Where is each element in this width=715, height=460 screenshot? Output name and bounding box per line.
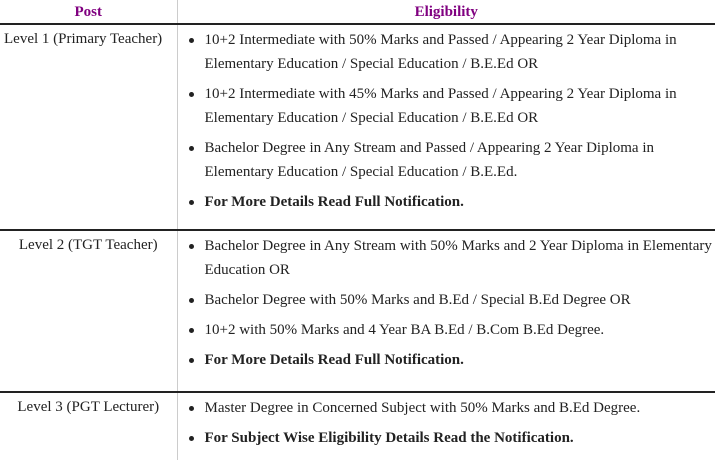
post-cell: Level 3 (PGT Lecturer) (0, 392, 177, 460)
table-header-row (0, 0, 715, 24)
eligibility-cell (177, 230, 715, 392)
header-post: Post (0, 0, 177, 24)
header-eligibility: Eligibility (177, 0, 715, 24)
table-row (0, 230, 715, 392)
list-item: Master Degree in Concerned Subject with 50% Marks and B.Ed Degree. (205, 396, 715, 420)
list-item: 10+2 with 50% Marks and 4 Year BA B.Ed / B.Com B.Ed Degree. (205, 318, 715, 342)
post-cell: Level 2 (TGT Teacher) (0, 230, 177, 392)
post-cell: Level 1 (Primary Teacher) (0, 24, 177, 230)
list-item: Bachelor Degree with 50% Marks and B.Ed / Special B.Ed Degree OR (205, 288, 715, 312)
table-row (0, 24, 715, 230)
list-item-note: For More Details Read Full Notification. (205, 190, 715, 214)
eligibility-list (178, 396, 715, 450)
eligibility-cell (177, 392, 715, 460)
list-item: Bachelor Degree in Any Stream and Passed / Appearing 2 Year Diploma in Elementary Education / Special Education / B.E.Ed. (205, 136, 715, 184)
list-item-note: For Subject Wise Eligibility Details Read the Notification. (205, 426, 715, 450)
list-item: 10+2 Intermediate with 45% Marks and Passed / Appearing 2 Year Diploma in Elementary Education / Special Education / B.E.Ed OR (205, 82, 715, 130)
eligibility-list (178, 28, 715, 214)
list-item: 10+2 Intermediate with 50% Marks and Passed / Appearing 2 Year Diploma in Elementary Education / Special Education / B.E.Ed OR (205, 28, 715, 76)
eligibility-list (178, 234, 715, 372)
eligibility-cell (177, 24, 715, 230)
table-row (0, 392, 715, 460)
list-item-note: For More Details Read Full Notification. (205, 348, 715, 372)
list-item: Bachelor Degree in Any Stream with 50% Marks and 2 Year Diploma in Elementary Education OR (205, 234, 715, 282)
